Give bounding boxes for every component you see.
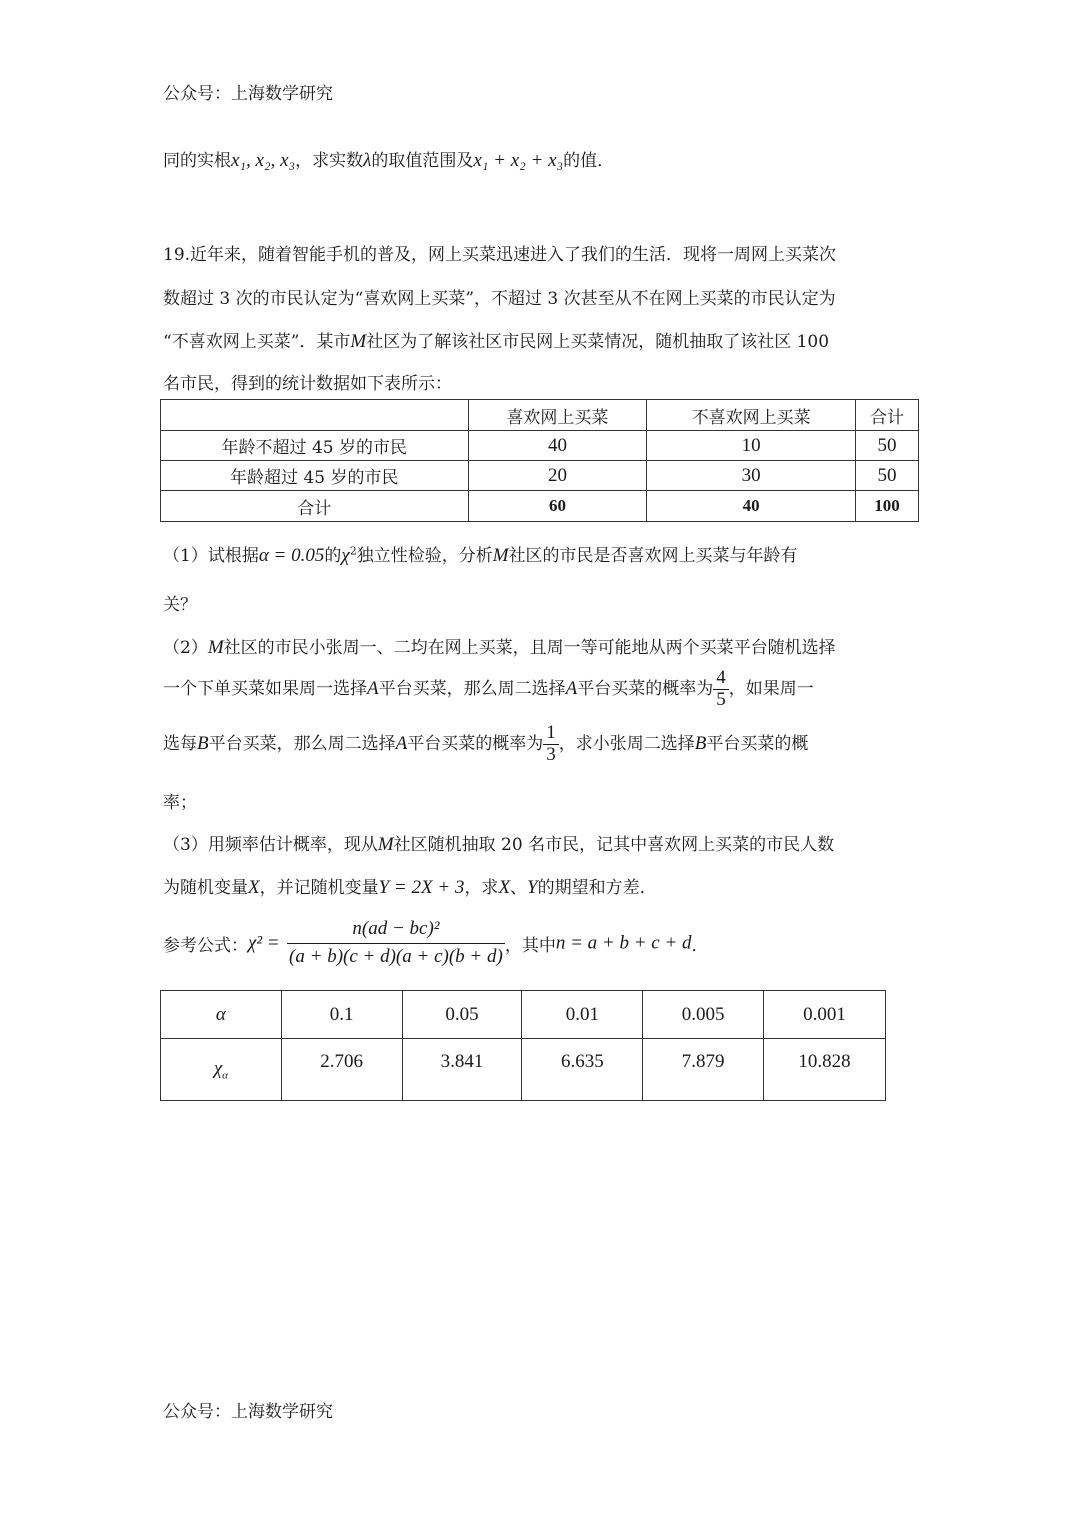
- survey-cell: 年龄不超过 45 岁的市民: [161, 431, 469, 461]
- chi-alpha-label: $\chi_\alpha$: [161, 1039, 282, 1101]
- chi-value-cell: 2.706: [281, 1039, 402, 1101]
- lambda-symbol: λ: [363, 150, 372, 171]
- alpha-label: α: [161, 991, 282, 1039]
- part1-line-1: （1）试根据α = 0.05的$\chi^2$独立性检验，分析M社区的市民是否喜欢网上买菜与年龄有: [163, 544, 798, 566]
- alpha-cell: 0.05: [402, 991, 522, 1039]
- part2-line-4: 率；: [163, 793, 197, 813]
- page-footer: 公众号：上海数学研究: [163, 1402, 333, 1422]
- survey-header-cell: 合计: [856, 400, 919, 431]
- roots-sum-expr: x₁ + x₂ + x₃: [473, 150, 564, 171]
- survey-cell: 50: [856, 461, 919, 491]
- survey-table: [160, 399, 919, 522]
- alpha-eq: α = 0.05: [258, 545, 325, 566]
- page-header: 公众号：上海数学研究: [163, 84, 333, 104]
- part2-line-2: 一个下单买菜如果周一选择A平台买菜，那么周二选择A平台买菜的概率为 $\frac{4}{5}$ ，如果周一: [163, 667, 814, 710]
- y-equation: Y = 2X + 3: [378, 877, 465, 898]
- part3-line-2: 为随机变量X，并记随机变量Y = 2X + 3，求X、Y的期望和方差．: [163, 877, 657, 898]
- survey-cell: 50: [856, 431, 919, 461]
- formula-line: 参考公式：χ² = $\frac{\text{n(ad − bc)²}}{(a + b)(c + d)(a + c)(b + d)}$ ，其中n = a + b + c + d．: [163, 918, 709, 967]
- chi-critical-table: [160, 990, 886, 1101]
- part3-line-1: （3）用频率估计概率，现从M社区随机抽取 20 名市民，记其中喜欢网上买菜的市民人数: [163, 834, 835, 855]
- q19-line-1: 19.近年来，随着智能手机的普及，网上买菜迅速进入了我们的生活．现将一周网上买菜次: [163, 245, 837, 265]
- survey-total-row: [161, 491, 919, 522]
- prev-question-line: 同的实根x₁, x₂, x₃，求实数λ的取值范围及x₁ + x₂ + x₃的值．: [163, 150, 615, 171]
- q19-line-3: “不喜欢网上买菜”．某市M社区为了解该社区市民网上买菜情况，随机抽取了该社区 100: [163, 331, 830, 352]
- chi-value-cell: 10.828: [764, 1039, 886, 1101]
- survey-cell: 10: [647, 431, 856, 461]
- survey-cell: 合计: [161, 491, 469, 522]
- q19-line-4: 名市民，得到的统计数据如下表所示：: [163, 374, 452, 394]
- survey-cell: 40: [468, 431, 647, 461]
- fraction-4-5: $\frac{4}{5}$: [713, 668, 729, 711]
- alpha-cell: 0.1: [281, 991, 402, 1039]
- alpha-cell: 0.005: [643, 991, 764, 1039]
- survey-header-cell: 不喜欢网上买菜: [647, 400, 856, 431]
- survey-cell: 30: [647, 461, 856, 491]
- survey-cell: 20: [468, 461, 647, 491]
- alpha-cell: 0.01: [522, 991, 643, 1039]
- survey-row: [161, 431, 919, 461]
- chi-value-cell: 6.635: [522, 1039, 643, 1101]
- q19-line-2: 数超过 3 次的市民认定为“喜欢网上买菜”，不超过 3 次甚至从不在网上买菜的市民认定为: [163, 289, 836, 309]
- chi-value-row: [161, 1039, 886, 1101]
- chi-symbol: χ: [341, 545, 350, 566]
- alpha-row: [161, 991, 886, 1039]
- survey-cell: 60: [468, 491, 647, 522]
- survey-cell: 40: [647, 491, 856, 522]
- part2-line-3: 选每B平台买菜，那么周二选择A平台买菜的概率为 $\frac{1}{3}$ ，求小张周二选择B平台买菜的概: [163, 722, 809, 765]
- survey-header-row: [161, 400, 919, 431]
- survey-cell: 年龄超过 45 岁的市民: [161, 461, 469, 491]
- chi-square-fraction: $\frac{\text{n(ad − bc)²}}{(a + b)(c + d)(a + c)(b + d)}$: [289, 918, 503, 967]
- chi-value-cell: 3.841: [402, 1039, 522, 1101]
- survey-header-cell: [161, 400, 469, 431]
- part2-line-1: （2）M社区的市民小张周一、二均在网上买菜，且周一等可能地从两个买菜平台随机选择: [163, 637, 836, 658]
- survey-row: [161, 461, 919, 491]
- alpha-cell: 0.001: [764, 991, 886, 1039]
- chi-value-cell: 7.879: [643, 1039, 764, 1101]
- fraction-1-3: $\frac{1}{3}$: [543, 723, 559, 766]
- survey-header-cell: 喜欢网上买菜: [468, 400, 647, 431]
- part1-line-2: 关？: [163, 595, 197, 615]
- survey-cell: 100: [856, 491, 919, 522]
- chi-square-lhs: χ² =: [248, 932, 280, 954]
- roots-expr: x₁, x₂, x₃: [231, 150, 296, 171]
